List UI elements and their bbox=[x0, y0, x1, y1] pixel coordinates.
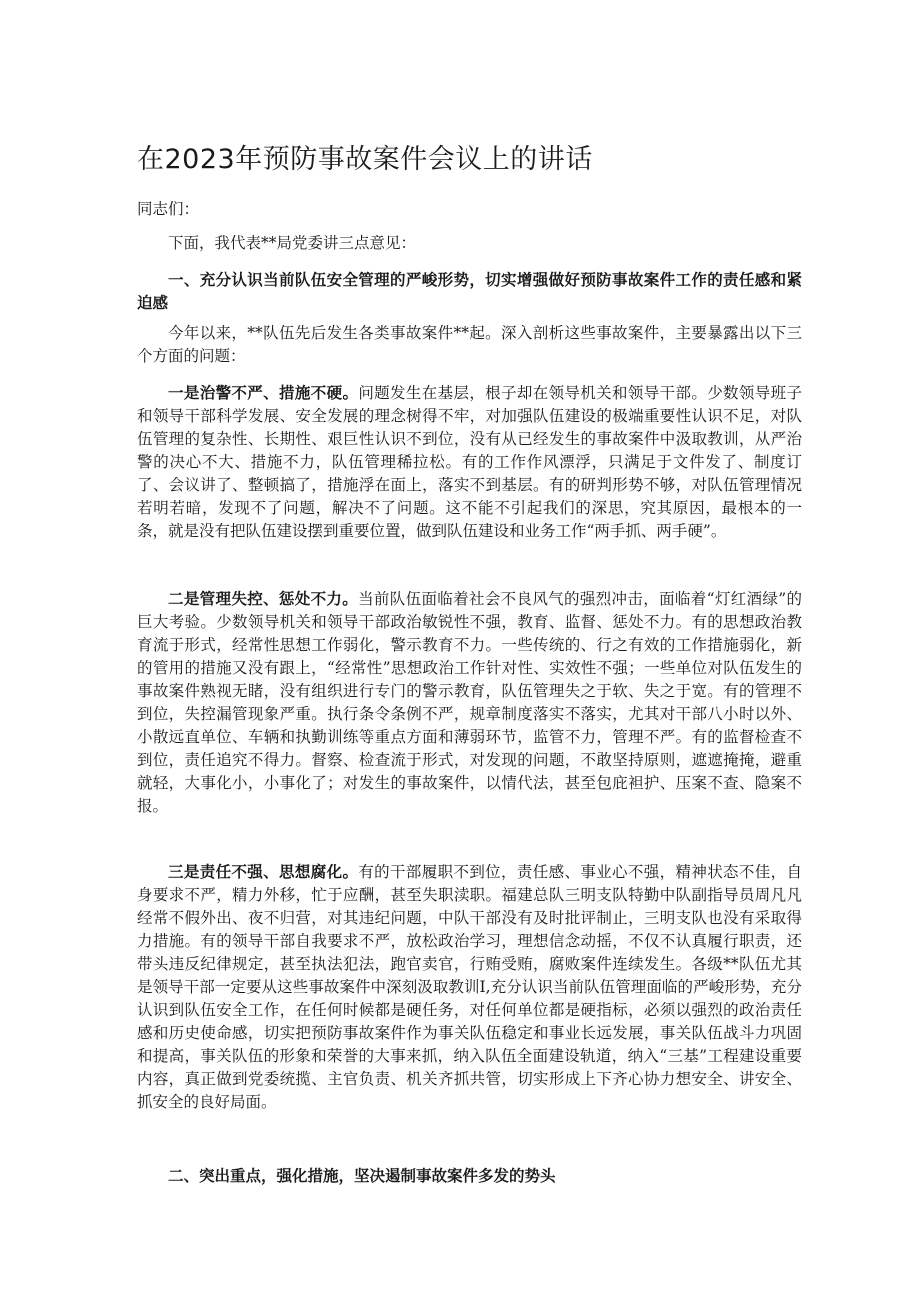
point-3-text: 有的干部履职不到位，责任感、事业心不强，精神状态不佳，自身要求不严，精力外移，忙于应酬，甚至失职渎职。福建总队三明支队特勤中队副指导员周凡凡经常不假外出、夜不归营，对其违纪问题，中队干部没有及时批评制止，三明支队也没有采取得力措施。有的领导干部自我要求不严，放松政治学习，理想信念动摇，不仅不认真履行职责，还带头违反纪律规定，甚至执法犯法，跑官卖官，行贿受贿，腐败案件连续发生。各级**队伍尤其是领导干部一定要从这些事故案件中深刻汲取教训I,充分认识当前队伍管理面临的严峻形势，充分认识到队伍安全工作，在任何时候都是硬任务，对任何单位都是硬指标，必须以强烈的政治责任感和历史使命感，切实把预防事故案件作为事关队伍稳定和事业长远发展，事关队伍战斗力巩固和提高，事关队伍的形象和荣誉的大事来抓，纳入队伍全面建设轨道，纳入“三基”工程建设重要内容，真正做到党委统揽、主官负责、机关齐抓共管，切实形成上下齐心协力想安全、讲安全、抓安全的良好局面。 bbox=[137, 863, 802, 1111]
intro-paragraph: 下面，我代表**局党委讲三点意见： bbox=[168, 234, 417, 252]
section-heading-1: 一、充分认识当前队伍安全管理的严峻形势，切实增强做好预防事故案件工作的责任感和紧迫感 bbox=[137, 270, 802, 312]
point-3-lead: 三是责任不强、思想腐化。 bbox=[168, 862, 359, 881]
point-2-lead: 二是管理失控、惩处不力。 bbox=[168, 589, 359, 608]
point-1-text: 问题发生在基层，根子却在领导机关和领导干部。少数领导班子和领导干部科学发展、安全发展的理念树得不牢，对加强队伍建设的极端重要性认识不足，对队伍管理的复杂性、长期性、艰巨性认识不到位，没有从已经发生的事故案件中汲取教训，从严治警的决心不大、措施不力，队伍管理稀拉松。有的工作作风漂浮，只满足于文件发了、制度订了、会议讲了、整顿搞了，措施浮在面上，落实不到基层。有的研判形势不够，对队伍管理情况若明若暗，发现不了问题，解决不了问题。这不能不引起我们的深思，究其原因，最根本的一条，就是没有把队伍建设摆到重要位置，做到队伍建设和业务工作“两手抓、两手硬”。 bbox=[137, 384, 802, 540]
paragraph-point-2 bbox=[137, 587, 802, 818]
point-2-text: 当前队伍面临着社会不良风气的强烈冲击，面临着“灯红酒绿”的巨大考验。少数领导机关和领导干部政治敏锐性不强，教育、监督、惩处不力。有的思想政治教育流于形式，经常性思想工作弱化，警示教育不力。一些传统的、行之有效的工作措施弱化，新的管用的措施又没有跟上，“经常性”思想政治工作针对性、实效性不强；一些单位对队伍发生的事故案件熟视无睹，没有组织进行专门的警示教育，队伍管理失之于软、失之于宽。有的管理不到位，失控漏管现象严重。执行条令条例不严，规章制度落实不落实，尤其对干部八小时以外、小散远直单位、车辆和执勤训练等重点方面和薄弱环节，监管不力，管理不严。有的监督检查不到位，责任追究不得力。督察、检查流于形式，对发现的问题，不敢坚持原则，遮遮掩掩，避重就轻，大事化小，小事化了；对发生的事故案件，以情代法，甚至包庇袒护、压案不查、隐案不报。 bbox=[137, 590, 802, 815]
paragraph-overview: 今年以来，**队伍先后发生各类事故案件**起。深入剖析这些事故案件，主要暴露出以下三个方面的问题： bbox=[137, 324, 802, 365]
paragraph-point-3 bbox=[137, 860, 802, 1114]
point-1-lead: 一是治警不严、措施不硬。 bbox=[168, 383, 359, 402]
section-heading-2: 二、突出重点，强化措施，坚决遏制事故案件多发的势头 bbox=[168, 1166, 556, 1185]
greeting: 同志们： bbox=[137, 200, 200, 218]
paragraph-point-1 bbox=[137, 381, 802, 543]
document-title: 在2023年预防事故案件会议上的讲话 bbox=[137, 144, 593, 175]
